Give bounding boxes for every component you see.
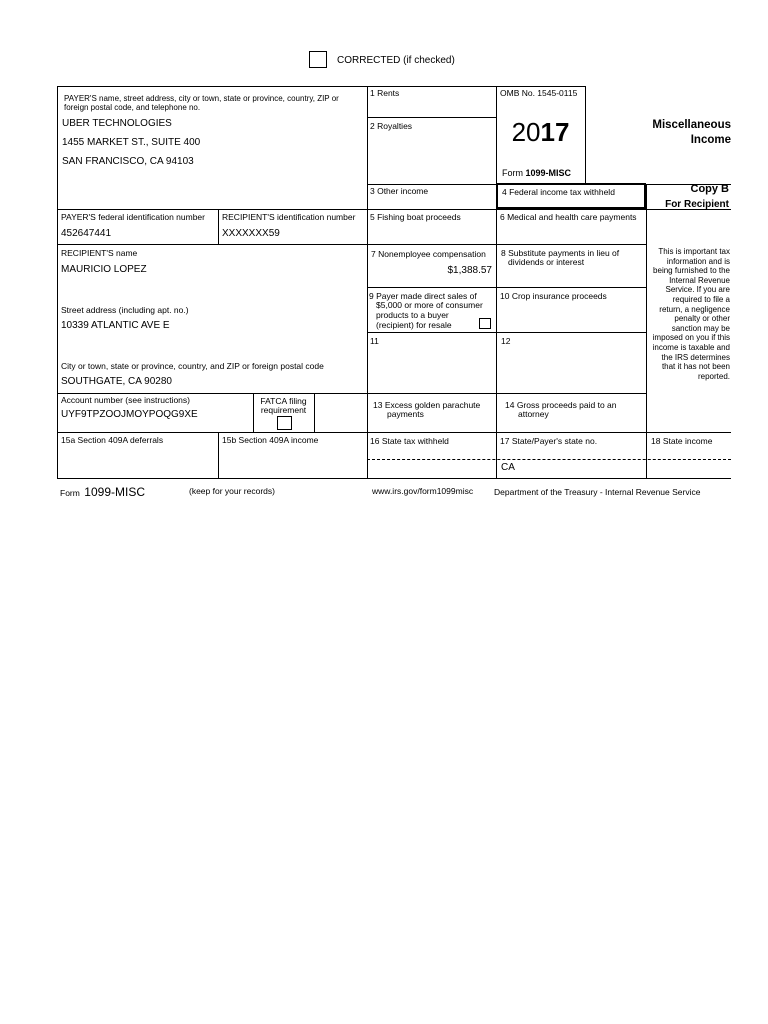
- box9-label-3: products to a buyer: [376, 310, 449, 320]
- box6-label: 6 Medical and health care payments: [500, 212, 637, 222]
- for-recipient-label: For Recipient: [665, 199, 729, 210]
- box15b-label: 15b Section 409A income: [222, 435, 319, 445]
- tax-year: [496, 117, 585, 147]
- fatca-label-line1: FATCA filing: [260, 396, 307, 406]
- footer-keep-note: (keep for your records): [189, 486, 275, 496]
- recipient-id-label: RECIPIENT'S identification number: [222, 212, 356, 222]
- box16-label: 16 State tax withheld: [370, 436, 449, 446]
- box2-label: 2 Royalties: [370, 121, 413, 131]
- account-number: UYF9TPZOOJMOYPOQG9XE: [61, 409, 198, 420]
- box9-label-1: 9 Payer made direct sales of: [369, 291, 477, 301]
- box10-label: 10 Crop insurance proceeds: [500, 291, 607, 301]
- recipient-street: 10339 ATLANTIC AVE E: [61, 320, 170, 331]
- payer-label: PAYER'S name, street address, city or town, state or province, country, ZIP or foreign postal code, and telephone no.: [64, 94, 339, 112]
- box12-label: 12: [501, 336, 511, 346]
- box17-label: 17 State/Payer's state no.: [500, 436, 598, 446]
- box11-label: 11: [370, 336, 379, 346]
- box9-checkbox[interactable]: [479, 318, 491, 329]
- copy-label: Copy B: [690, 183, 729, 195]
- recipient-street-label: Street address (including apt. no.): [61, 305, 189, 315]
- important-notice: This is important tax information and is being furnished to the Internal Revenue Service. If you are required to file a return, a negligence penalty or other sanction may be imposed on you if this income is taxable and the IRS determines that it has not been reported.: [652, 247, 730, 381]
- payer-fed-id-label: PAYER'S federal identification number: [61, 212, 205, 222]
- box8-label-2: dividends or interest: [508, 257, 585, 267]
- box4-label: 4 Federal income tax withheld: [502, 187, 615, 197]
- recipient-city: SOUTHGATE, CA 90280: [61, 376, 172, 387]
- box3-label: 3 Other income: [370, 186, 429, 196]
- tax-year-prefix: 20: [511, 117, 541, 147]
- footer-form-number: 1099-MISC: [84, 485, 145, 499]
- recipient-id: XXXXXXX59: [222, 228, 280, 239]
- account-label: Account number (see instructions): [61, 395, 190, 405]
- form-name-header: [502, 168, 571, 178]
- recipient-city-label: City or town, state or province, country, and ZIP or foreign postal code: [61, 361, 324, 371]
- box7-label: 7 Nonemployee compensation: [371, 249, 486, 259]
- box7-value: $1,388.57: [447, 265, 492, 276]
- box14-label-1: 14 Gross proceeds paid to an: [505, 400, 617, 410]
- box1-label: 1 Rents: [370, 88, 400, 98]
- box9-label-2: $5,000 or more of consumer: [376, 300, 483, 310]
- recipient-name-label: RECIPIENT'S name: [61, 248, 138, 258]
- box15a-label: 15a Section 409A deferrals: [61, 435, 164, 445]
- footer-form-prefix: Form: [60, 488, 80, 498]
- tax-year-suffix: 17: [540, 117, 570, 147]
- payer-street: 1455 MARKET ST., SUITE 400: [62, 137, 201, 148]
- omb-number: OMB No. 1545-0115: [500, 88, 578, 98]
- box14-label-2: attorney: [518, 409, 549, 419]
- box9-label-4: (recipient) for resale: [376, 320, 452, 330]
- box8-label-1: 8 Substitute payments in lieu of: [501, 248, 620, 258]
- fatca-checkbox[interactable]: [277, 416, 292, 430]
- box13-label-1: 13 Excess golden parachute: [373, 400, 481, 410]
- corrected-checkbox[interactable]: [309, 51, 327, 68]
- fatca-label-line2: requirement: [260, 405, 307, 415]
- box17-value: CA: [501, 462, 515, 473]
- payer-fed-id: 452647441: [61, 228, 112, 239]
- box13-label-2: payments: [387, 409, 424, 419]
- footer-form-name: [60, 483, 145, 501]
- form-name-number: 1099-MISC: [525, 168, 572, 178]
- corrected-label: CORRECTED (if checked): [337, 55, 455, 66]
- payer-city: SAN FRANCISCO, CA 94103: [62, 156, 194, 167]
- footer-department: Department of the Treasury - Internal Revenue Service: [494, 487, 701, 497]
- form-title-line1: Miscellaneous: [652, 119, 731, 131]
- recipient-name: MAURICIO LOPEZ: [61, 264, 147, 275]
- box5-label: 5 Fishing boat proceeds: [370, 212, 461, 222]
- payer-name: UBER TECHNOLOGIES: [62, 118, 172, 129]
- box18-label: 18 State income: [651, 436, 713, 446]
- footer-irs-url: www.irs.gov/form1099misc: [372, 486, 474, 496]
- form-name-prefix: Form: [502, 168, 523, 178]
- form-title-line2: Income: [690, 134, 731, 146]
